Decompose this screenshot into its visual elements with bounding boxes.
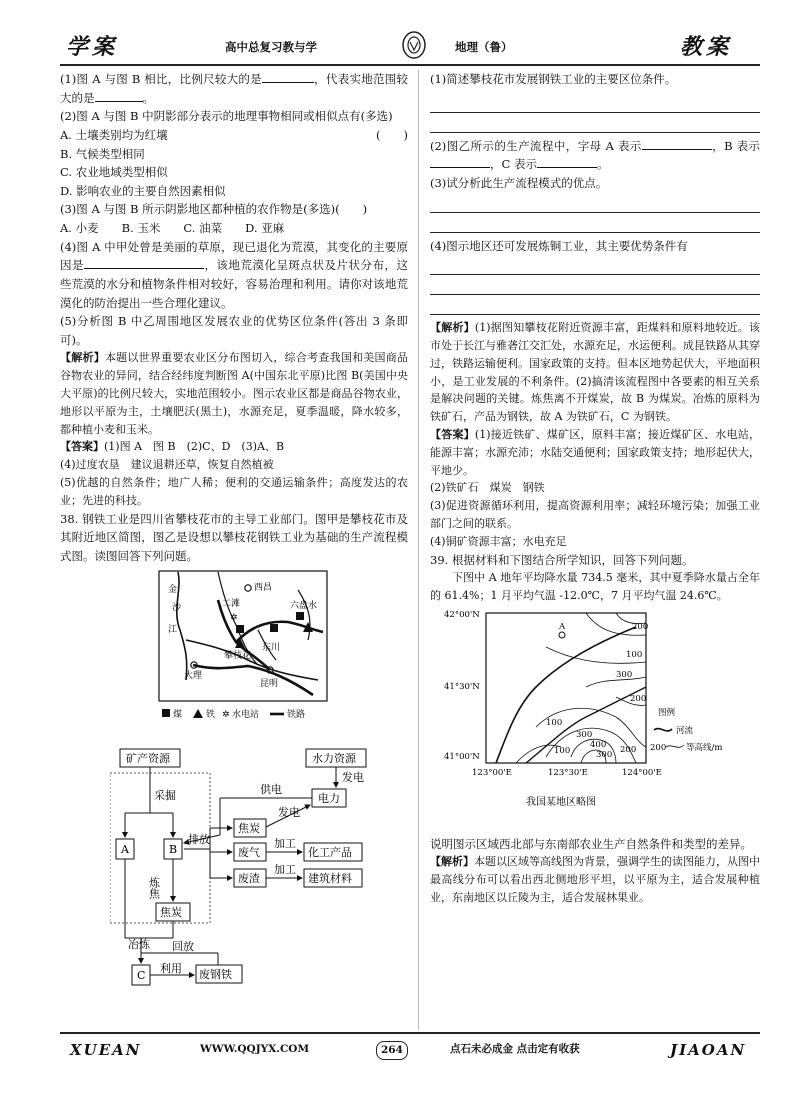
map-label: 昆明 bbox=[260, 678, 279, 689]
map-label: 沙 bbox=[172, 602, 182, 613]
question-38-4: (4)图示地区还可发展炼铜工业，其主要优势条件有 bbox=[430, 238, 688, 253]
lon-label: 123°30'E bbox=[548, 767, 588, 778]
q38-2-text: ，B 表示 bbox=[711, 138, 761, 153]
flow-edge-label: 炼焦 bbox=[147, 877, 161, 900]
legend-label: 煤 bbox=[173, 709, 183, 720]
flow-node-label: 建筑材料 bbox=[308, 872, 352, 886]
footer-logo-right: JIAOAN bbox=[670, 1041, 747, 1059]
flow-node-label: A bbox=[121, 843, 129, 857]
answer-line-blank bbox=[430, 213, 760, 233]
answer-blank bbox=[84, 256, 204, 269]
contour-label: 100 bbox=[546, 717, 563, 728]
answer-line-blank bbox=[430, 295, 760, 315]
answer-line-blank bbox=[430, 193, 760, 213]
legend-title: 图例 bbox=[658, 707, 676, 718]
q2-option: C. 农业地域类型相似 bbox=[60, 165, 168, 180]
answer-line: (5)优越的自然条件；地广人稀；便利的交通运输条件；高度发达的农业；先进的科技。 bbox=[60, 476, 408, 507]
contour-label: 300 bbox=[616, 669, 633, 680]
legend-label: 铁 bbox=[206, 709, 216, 720]
page-header bbox=[60, 28, 760, 66]
q2-text: (2)图 A 与图 B 中阴影部分表示的地理事物相同或相似点有(多选) bbox=[60, 109, 393, 124]
analysis-tag: 【解析】 bbox=[430, 321, 475, 335]
answer-line-blank bbox=[430, 113, 760, 133]
lon-label: 123°00'E bbox=[472, 767, 512, 778]
flow-edge-label: 排放 bbox=[188, 833, 210, 847]
legend-label: 铁路 bbox=[287, 709, 306, 720]
q1-text-b: ，代表实地范围较大的是 bbox=[60, 72, 409, 105]
header-logo-right: 教案 bbox=[680, 34, 733, 60]
legend-river-icon bbox=[654, 728, 672, 730]
flow-edge-label: 加工 bbox=[274, 863, 296, 877]
q39-ask: 说明图示区域西北部与东南部农业生产自然条件和类型的差异。 bbox=[430, 836, 752, 851]
legend-contour-icon bbox=[666, 745, 684, 747]
lon-label: 124°00'E bbox=[622, 767, 662, 778]
map-label: 西昌 bbox=[254, 582, 273, 593]
legend-hydro-icon: ✲ bbox=[222, 709, 230, 720]
flow-node-label: 电力 bbox=[318, 792, 340, 806]
answer-blank bbox=[95, 89, 143, 102]
page-number: 264 bbox=[376, 1041, 408, 1060]
header-rule bbox=[60, 64, 760, 66]
legend-coal-icon bbox=[162, 709, 170, 717]
q2-paren: ( ) bbox=[376, 127, 408, 142]
answer-line: (1)接近铁矿、煤矿区，原料丰富；接近煤矿区、水电站，能源丰富；水源充沛；水陆交通便利；国家政策支持；地形起伏大，平地少。 bbox=[430, 428, 760, 477]
coal-symbol bbox=[236, 625, 244, 633]
analysis-39 bbox=[430, 853, 760, 906]
legend-iron-icon bbox=[193, 709, 203, 718]
contour-label: 200 bbox=[620, 744, 637, 755]
flow-edge-label: 采掘 bbox=[154, 789, 176, 803]
flow-node-label: 废钢铁 bbox=[199, 968, 232, 982]
flow-node-label: 焦炭 bbox=[238, 822, 260, 836]
flow-node-label: 焦炭 bbox=[160, 906, 182, 920]
answer-line: (4)过度农垦 建议退耕还草，恢复自然植被 bbox=[60, 458, 274, 472]
flow-node-label: 化工产品 bbox=[308, 846, 352, 860]
lat-label: 41°30'N bbox=[444, 681, 480, 692]
flow-node-label: 水力资源 bbox=[312, 752, 356, 766]
answer-37 bbox=[60, 438, 408, 456]
contour-map bbox=[436, 607, 726, 829]
lat-label: 42°00'N bbox=[444, 609, 480, 620]
analysis-tag: 【解析】 bbox=[60, 351, 105, 365]
analysis-text: (1)据图知攀枝花附近资源丰富，距煤料和原料地较近。该市处于长江与雅砻江交汇处，水源充足，水运便利。成昆铁路从其穿过，铁路运输便利。国家政策的支持。但本区地势起伏大，平地面积小，是工业发展的不利条件。(2)搞清该流程图中各要素的相互关系是解决问题的关键。炼焦离不开煤炭，故 B 为煤炭。冶炼的原料为铁矿石，产品为钢铁，故 A 为铁矿石，C 为钢铁。 bbox=[430, 321, 760, 424]
footer-rule bbox=[60, 1032, 760, 1034]
footer-logo-left: XUEAN bbox=[70, 1041, 142, 1059]
flow-edge-label: 供电 bbox=[260, 783, 282, 797]
footer-slogan: 点石未必成金 点击定有收获 bbox=[450, 1043, 580, 1055]
legend-label: 等高线/m bbox=[686, 742, 723, 753]
flow-edge-label: 回放 bbox=[172, 940, 194, 954]
analysis-text: 本题以世界重要农业区分布图切入，综合考查我国和美国商品谷物农业的异同，结合经纬度判断图 A(中国东北平原)比图 B(美国中央大平原)的比例尺较大，实地范围较小。图示农业区都是商品谷物农业，地形以平原为主，土壤肥沃(黑土)，水源充足，夏季温暖，降水较多，都种植小麦和玉米。 bbox=[60, 351, 409, 436]
svg-text:200: 200 bbox=[650, 742, 667, 753]
q3-options: A. 小麦 B. 玉米 C. 油菜 D. 亚麻 bbox=[60, 221, 285, 235]
header-logo-left: 学案 bbox=[66, 34, 119, 60]
coal-symbol bbox=[270, 624, 278, 632]
contour-label: 200 bbox=[630, 693, 647, 704]
map-label: 六盘水 bbox=[290, 600, 318, 611]
answer-tag: 【答案】 bbox=[430, 428, 475, 441]
flow-node-label: 废气 bbox=[238, 846, 260, 860]
question-37-3: (3)图 A 与图 B 所示阴影地区都种植的农作物是(多选)( ) bbox=[60, 202, 368, 217]
answer-line-blank bbox=[430, 93, 760, 113]
q2-option: D. 影响农业的主要自然因素相似 bbox=[60, 183, 226, 198]
answer-line: (3)促进资源循环利用，提高资源利用率；减轻环境污染；加强工业部门之间的联系。 bbox=[430, 499, 760, 531]
coal-symbol bbox=[296, 612, 304, 620]
q38-2-text: (2)图乙所示的生产流程中，字母 A 表示 bbox=[430, 138, 642, 153]
column-divider bbox=[418, 70, 419, 1030]
q1-text-a: (1)图 A 与图 B 相比，比例尺较大的是 bbox=[60, 72, 262, 86]
panzhihua-map bbox=[158, 570, 328, 722]
flow-edge-label: 冶炼 bbox=[128, 938, 150, 952]
flow-edge-label: 发电 bbox=[278, 806, 300, 820]
answer-blank bbox=[642, 137, 712, 150]
map-label: 大理 bbox=[184, 670, 203, 681]
answer-line: (2)铁矿石 煤炭 钢铁 bbox=[430, 481, 545, 495]
flow-edge-label: 利用 bbox=[160, 962, 182, 976]
q2-option: B. 气候类型相同 bbox=[60, 146, 145, 161]
legend-label: 河流 bbox=[676, 725, 694, 736]
question-38-3: (3)试分析此生产流程模式的优点。 bbox=[430, 175, 608, 190]
analysis-37 bbox=[60, 349, 408, 438]
right-column bbox=[430, 70, 760, 907]
q2-option: A. 土壤类别均为红壤 bbox=[60, 127, 168, 142]
contour-label: 300 bbox=[596, 749, 613, 760]
contour-label: 100 bbox=[626, 649, 643, 660]
contour-label: 400 bbox=[590, 739, 607, 750]
answer-tag: 【答案】 bbox=[60, 440, 104, 454]
q4-text-b: ，该地荒漠化呈斑点状及片状分布，这些荒漠的水分和植物条件相对较好，容易治理和利用。请你对该地荒漠化的防治提出一些合理化建议。 bbox=[60, 258, 408, 310]
analysis-tag: 【解析】 bbox=[430, 855, 474, 869]
production-flow-diagram bbox=[110, 743, 380, 993]
contour-label: 200 bbox=[632, 621, 649, 632]
analysis-text: 本题以区域等高线图为背景，强调学生的读图能力，从图中最高线分布可以看出西北侧地形平坦，以平原为主，适合发展种植业，东南地区以丘陵为主，适合发展林果业。 bbox=[430, 855, 760, 904]
answer-blank bbox=[262, 70, 314, 83]
answer-line-blank bbox=[430, 275, 760, 295]
q38-2-text: 。 bbox=[596, 157, 609, 172]
question-37-4 bbox=[60, 238, 408, 313]
question-38-1: (1)简述攀枝花市发展钢铁工业的主要区位条件。 bbox=[430, 72, 677, 86]
legend-label: 水电站 bbox=[232, 709, 260, 720]
flow-edge-label: 加工 bbox=[274, 837, 296, 851]
q4-text-a: (4)图 A 中甲处曾是美丽的草原，现已退化为荒漠，其变化的主要原因是 bbox=[60, 239, 408, 273]
header-series: 高中总复习教与学 bbox=[225, 40, 317, 54]
answer-blank bbox=[537, 155, 597, 168]
emblem-icon bbox=[401, 30, 427, 60]
question-37-5: (5)分析图 B 中乙周围地区发展农业的优势区位条件(答出 3 条即可)。 bbox=[60, 314, 408, 347]
map-label: 金 bbox=[168, 584, 178, 595]
answer-blank bbox=[430, 155, 490, 168]
question-38: 38. 钢铁工业是四川省攀枝花市的主导工业部门。图甲是攀枝花市及其附近地区简图，图乙是设想以攀枝花钢铁工业为基础的生产流程模式图。读图回答下列问题。 bbox=[60, 511, 408, 563]
question-39: 39. 根据材料和下图结合所学知识，回答下列问题。 bbox=[430, 552, 694, 567]
footer-url: WWW.QQJYX.COM bbox=[200, 1043, 310, 1055]
q39-material: 下图中 A 地年平均降水量 734.5 毫米，其中夏季降水量占全年的 61.4%；1 月平均气温 -12.0℃，7 月平均气温 24.6℃。 bbox=[430, 571, 760, 603]
flow-node-label: B bbox=[169, 843, 178, 857]
flow-node-label: 矿产资源 bbox=[126, 752, 170, 766]
q1-text-c: 。 bbox=[142, 90, 154, 105]
page-footer bbox=[60, 1032, 760, 1062]
header-subject: 地理（鲁） bbox=[455, 40, 513, 54]
point-a-label: A bbox=[559, 621, 566, 632]
answer-line: (1)图 A 图 B (2)C、D (3)A、B bbox=[104, 440, 285, 454]
answer-line-blank bbox=[430, 255, 760, 275]
answer-line: (4)铜矿资源丰富；水电充足 bbox=[430, 534, 567, 548]
flow-node-label: 废渣 bbox=[238, 872, 260, 886]
left-column bbox=[60, 70, 408, 999]
flow-node-label: C bbox=[137, 969, 146, 983]
flow-edge-label: 发电 bbox=[342, 771, 364, 785]
question-38-2 bbox=[430, 137, 760, 174]
map-label: 江 bbox=[168, 624, 178, 635]
analysis-38 bbox=[430, 319, 760, 426]
q38-2-text: ，C 表示 bbox=[490, 157, 537, 172]
answer-38 bbox=[430, 426, 760, 479]
map-label: 二滩 bbox=[222, 598, 241, 609]
hydro-icon: ✲ bbox=[230, 612, 238, 623]
contour-label: 100 bbox=[554, 745, 571, 756]
map-caption: 我国某地区略图 bbox=[526, 796, 596, 808]
lat-label: 41°00'N bbox=[444, 751, 480, 762]
map-label: 攀枝花 bbox=[224, 650, 252, 661]
question-37-1 bbox=[60, 70, 408, 107]
contour-label: 300 bbox=[576, 729, 593, 740]
map-label: 东川 bbox=[262, 642, 281, 653]
